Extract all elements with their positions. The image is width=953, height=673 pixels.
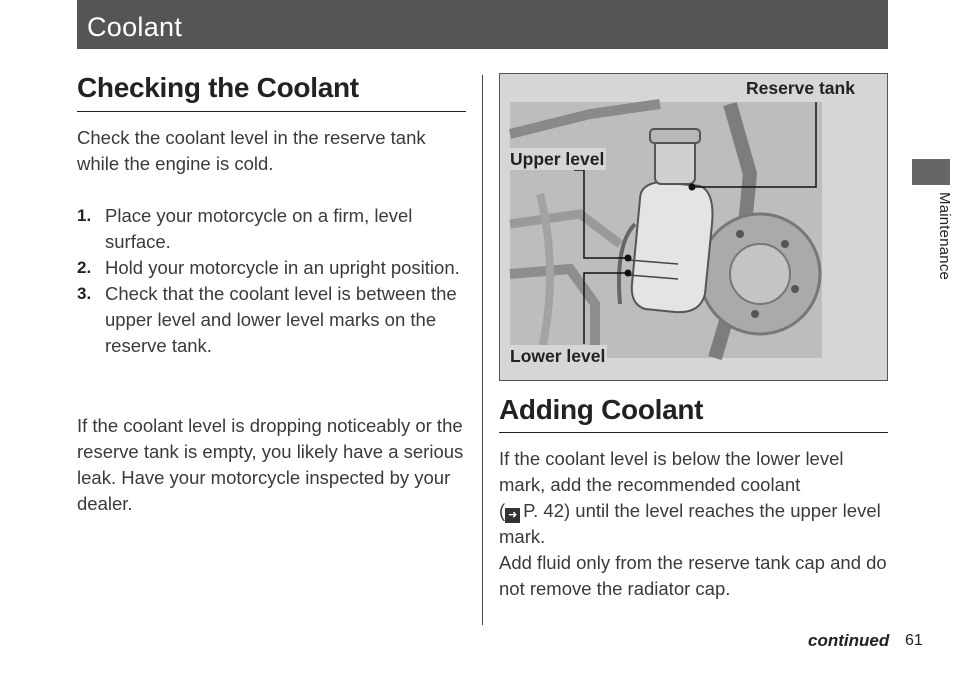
- step-item: [77, 281, 467, 359]
- reserve-tank-callout: Reserve tank: [746, 78, 855, 98]
- step-number: 3.: [77, 284, 92, 303]
- heading-rule: [499, 432, 888, 433]
- continued-label: continued: [808, 631, 890, 650]
- adding-coolant-text: If the coolant level is below the lower level mark, add the recommended coolant: [499, 448, 844, 495]
- upper-level-callout: Upper level: [510, 149, 605, 169]
- motorcycle-engine-illustration: [500, 74, 887, 380]
- step-text: Place your motorcycle on a firm, level surface.: [105, 205, 413, 252]
- adding-coolant-paragraph: If the coolant level is below the lower level mark, add the recommended coolant ( ➜ P. 42) until the level reaches the upper level mark.: [499, 448, 881, 547]
- section-header-bar: [77, 0, 888, 49]
- checking-coolant-heading: Checking the Coolant: [77, 72, 359, 103]
- section-title: Coolant: [87, 12, 183, 42]
- intro-paragraph: Check the coolant level in the reserve tank while the engine is cold.: [77, 127, 426, 174]
- heading-rule: [77, 111, 466, 112]
- arrow-right-icon: ➜: [505, 508, 520, 523]
- column-divider: [482, 75, 483, 625]
- reserve-cap-paragraph: Add fluid only from the reserve tank cap and do not remove the radiator cap.: [499, 552, 887, 599]
- step-item: [77, 203, 467, 255]
- adding-coolant-text-cont: ) until the level reaches the upper level mark.: [499, 500, 881, 547]
- chapter-tab-label: Maintenance: [936, 192, 953, 281]
- step-number: 2.: [77, 258, 92, 277]
- steps-list: [77, 203, 467, 359]
- lower-level-callout: Lower level: [510, 346, 606, 366]
- page-reference-link[interactable]: P. 42: [523, 500, 564, 521]
- step-item: [77, 255, 467, 281]
- step-text: Hold your motorcycle in an upright position.: [105, 257, 460, 278]
- step-number: 1.: [77, 206, 92, 225]
- chapter-tab[interactable]: [912, 159, 950, 185]
- step-text: Check that the coolant level is between the upper level and lower level marks on the reserve tank.: [105, 283, 457, 356]
- adding-coolant-heading: Adding Coolant: [499, 394, 704, 425]
- reserve-tank-figure: [499, 73, 888, 381]
- page-number: 61: [905, 632, 923, 649]
- leak-warning-paragraph: If the coolant level is dropping noticeably or the reserve tank is empty, you likely have a serious leak. Have your motorcycle inspected by your dealer.: [77, 415, 464, 514]
